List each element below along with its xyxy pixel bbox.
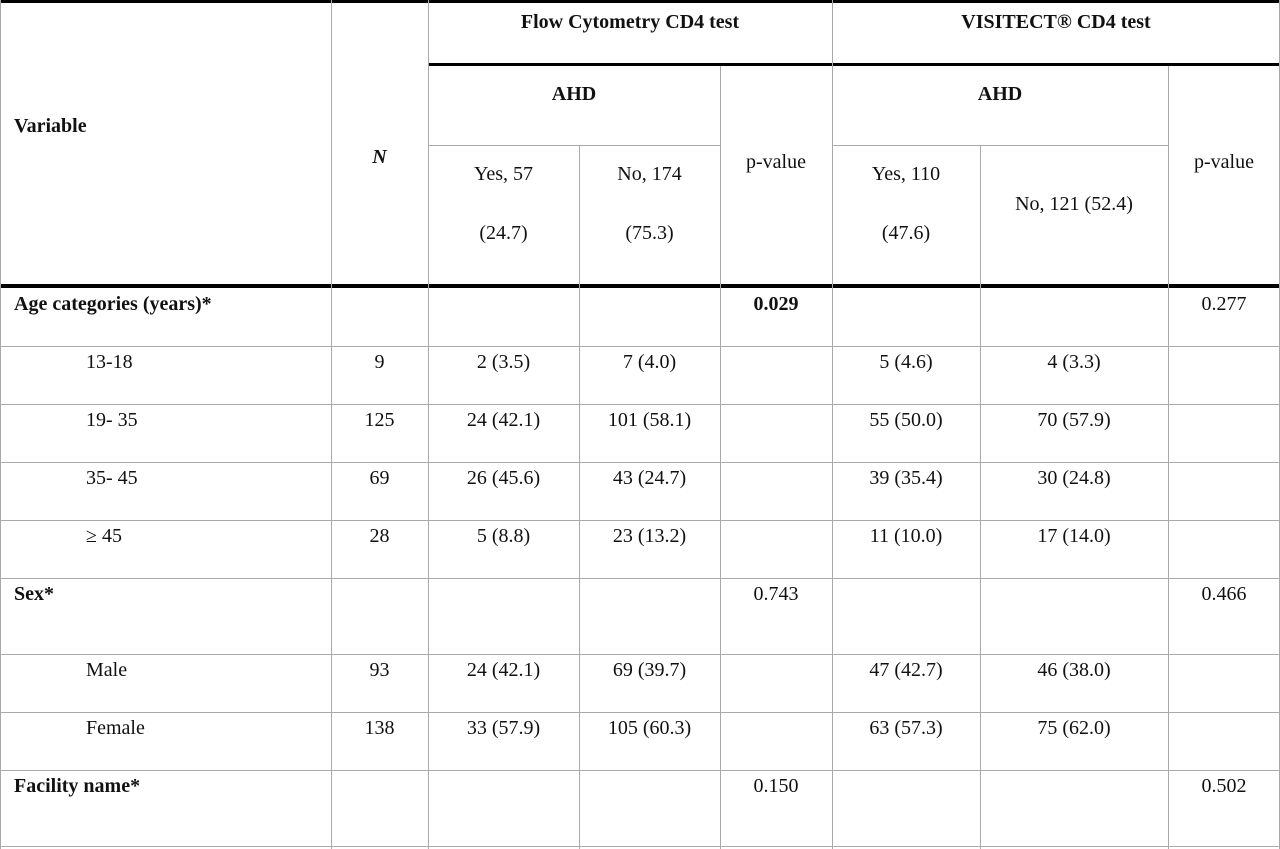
- header-visitect: VISITECT® CD4 test: [961, 11, 1151, 33]
- column-rule: [579, 145, 580, 849]
- row-variable: ≥ 45: [86, 525, 122, 547]
- header-visitect-no: No, 121 (52.4): [1015, 193, 1133, 215]
- row-flow-p-value: 0.029: [753, 293, 799, 315]
- row-rule: [0, 462, 1280, 463]
- row-flow-no: 105 (60.3): [607, 717, 692, 739]
- row-n: 138: [364, 717, 395, 739]
- row-n: 69: [369, 467, 390, 489]
- header-n: N: [372, 146, 387, 168]
- row-rule: [0, 346, 1280, 347]
- table-top-rule: [0, 0, 1280, 3]
- header-flow-p-value: p-value: [746, 151, 806, 173]
- row-flow-yes: 24 (42.1): [466, 659, 541, 681]
- row-visitect-yes: 11 (10.0): [869, 525, 943, 547]
- row-flow-yes: 26 (45.6): [466, 467, 541, 489]
- row-variable: Male: [86, 659, 128, 681]
- column-rule: [0, 0, 1, 849]
- header-visitect-p-value: p-value: [1194, 151, 1254, 173]
- header-bottom-rule: [0, 284, 1280, 288]
- row-flow-no: 101 (58.1): [607, 409, 692, 431]
- row-flow-no: 43 (24.7): [612, 467, 687, 489]
- row-rule: [0, 520, 1280, 521]
- row-variable: 13-18: [86, 351, 133, 373]
- header-flow-no: No, 174: [617, 163, 682, 185]
- row-rule: [0, 846, 1280, 847]
- row-flow-p-value: 0.743: [753, 583, 799, 605]
- column-rule: [720, 66, 721, 849]
- row-visitect-yes: 39 (35.4): [869, 467, 943, 489]
- header-flow-ahd: AHD: [551, 83, 597, 105]
- row-visitect-yes: 63 (57.3): [869, 717, 943, 739]
- row-n: 9: [374, 351, 385, 373]
- row-visitect-yes: 47 (42.7): [869, 659, 943, 681]
- header-flow-cytometry: Flow Cytometry CD4 test: [520, 11, 740, 33]
- row-visitect-no: 46 (38.0): [1037, 659, 1111, 681]
- row-visitect-p-value: 0.466: [1201, 583, 1247, 605]
- row-visitect-no: 4 (3.3): [1047, 351, 1101, 373]
- row-n: 28: [369, 525, 390, 547]
- row-rule: [0, 654, 1280, 655]
- header-visitect-ahd: AHD: [977, 83, 1023, 105]
- row-n: 93: [369, 659, 390, 681]
- row-flow-no: 69 (39.7): [612, 659, 687, 681]
- row-flow-yes: 24 (42.1): [466, 409, 541, 431]
- row-variable: 35- 45: [86, 467, 138, 489]
- row-flow-yes: 33 (57.9): [466, 717, 541, 739]
- flow-ahd-rule: [428, 145, 720, 146]
- group-header-rule: [428, 63, 1280, 66]
- row-rule: [0, 404, 1280, 405]
- row-rule: [0, 578, 1280, 579]
- row-visitect-no: 70 (57.9): [1037, 409, 1111, 431]
- row-visitect-p-value: 0.277: [1201, 293, 1247, 315]
- row-flow-no: 7 (4.0): [622, 351, 677, 373]
- row-flow-yes: 2 (3.5): [476, 351, 531, 373]
- row-variable: 19- 35: [86, 409, 138, 431]
- header-visitect-yes-percent: (47.6): [881, 222, 931, 244]
- header-flow-no-percent: (75.3): [625, 222, 674, 244]
- row-visitect-yes: 5 (4.6): [879, 351, 933, 373]
- column-rule: [1168, 66, 1169, 849]
- row-visitect-no: 30 (24.8): [1037, 467, 1111, 489]
- row-visitect-no: 75 (62.0): [1037, 717, 1111, 739]
- row-visitect-yes: 55 (50.0): [869, 409, 943, 431]
- row-rule: [0, 712, 1280, 713]
- row-flow-yes: 5 (8.8): [476, 525, 531, 547]
- row-rule: [0, 770, 1280, 771]
- visitect-ahd-rule: [832, 145, 1168, 146]
- row-variable: Facility name*: [14, 775, 141, 797]
- row-visitect-p-value: 0.502: [1201, 775, 1247, 797]
- row-flow-p-value: 0.150: [753, 775, 799, 797]
- header-variable: Variable: [14, 115, 87, 137]
- row-variable: Female: [86, 717, 145, 739]
- row-visitect-no: 17 (14.0): [1037, 525, 1111, 547]
- row-variable: Age categories (years)*: [14, 293, 212, 315]
- column-rule: [980, 145, 981, 849]
- header-flow-yes: Yes, 57: [473, 163, 534, 185]
- row-variable: Sex*: [14, 583, 54, 605]
- header-visitect-yes: Yes, 110: [871, 163, 941, 185]
- row-flow-no: 23 (13.2): [612, 525, 687, 547]
- header-flow-yes-percent: (24.7): [479, 222, 528, 244]
- row-n: 125: [364, 409, 395, 431]
